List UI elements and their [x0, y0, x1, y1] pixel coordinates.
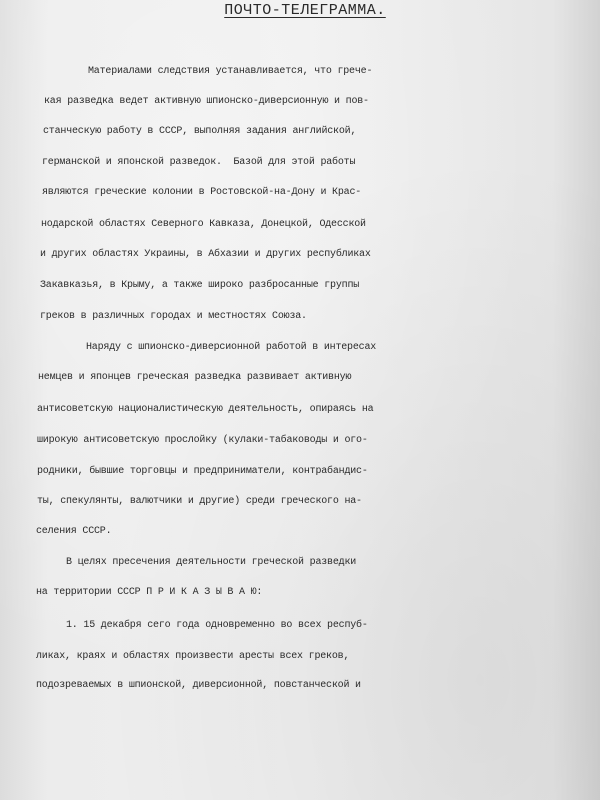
- text-line: нодарской областях Северного Кавказа, Донецкой, Одесской: [41, 219, 366, 230]
- text-line: на территории СССР П Р И К А З Ы В А Ю:: [36, 587, 263, 598]
- text-line: Наряду с шпионско-диверсионной работой в интересах: [86, 342, 377, 353]
- text-line: ты, спекулянты, валютчики и другие) среди греческого на-: [37, 496, 362, 507]
- text-line: селения СССР.: [36, 526, 112, 537]
- text-line: Материалами следствия устанавливается, что грече-: [88, 66, 373, 77]
- heading-text: ПОЧТО-ТЕЛЕГРАММА.: [224, 2, 386, 19]
- text-line: греков в различных городах и местностях Союза.: [40, 311, 307, 322]
- text-line: и других областях Украины, в Абхазии и других республиках: [40, 249, 371, 260]
- text-line: станческую работу в СССР, выполняя задания английской,: [43, 126, 357, 137]
- text-line: немцев и японцев греческая разведка развивает активную: [38, 372, 352, 383]
- text-line: ликах, краях и областях произвести аресты всех греков,: [36, 651, 350, 662]
- text-line: являются греческие колонии в Ростовской-на-Дону и Крас-: [42, 187, 362, 198]
- text-line: антисоветскую националистическую деятельность, опираясь на: [37, 404, 374, 415]
- text-line: германской и японской разведок. Базой для этой работы: [42, 157, 356, 168]
- text-line: 1. 15 декабря сего года одновременно во всех респуб-: [66, 620, 368, 631]
- text-line: В целях пресечения деятельности греческой разведки: [66, 557, 357, 568]
- text-line: кая разведка ведет активную шпионско-диверсионную и пов-: [44, 96, 369, 107]
- text-line: подозреваемых в шпионской, диверсионной, повстанческой и: [36, 680, 361, 691]
- text-line: родники, бывшие торговцы и предприниматели, контрабандис-: [37, 466, 368, 477]
- text-line: Закавказья, в Крыму, а также широко разбросанные группы: [40, 280, 360, 291]
- text-line: широкую антисоветскую прослойку (кулаки-табаководы и ого-: [37, 435, 368, 446]
